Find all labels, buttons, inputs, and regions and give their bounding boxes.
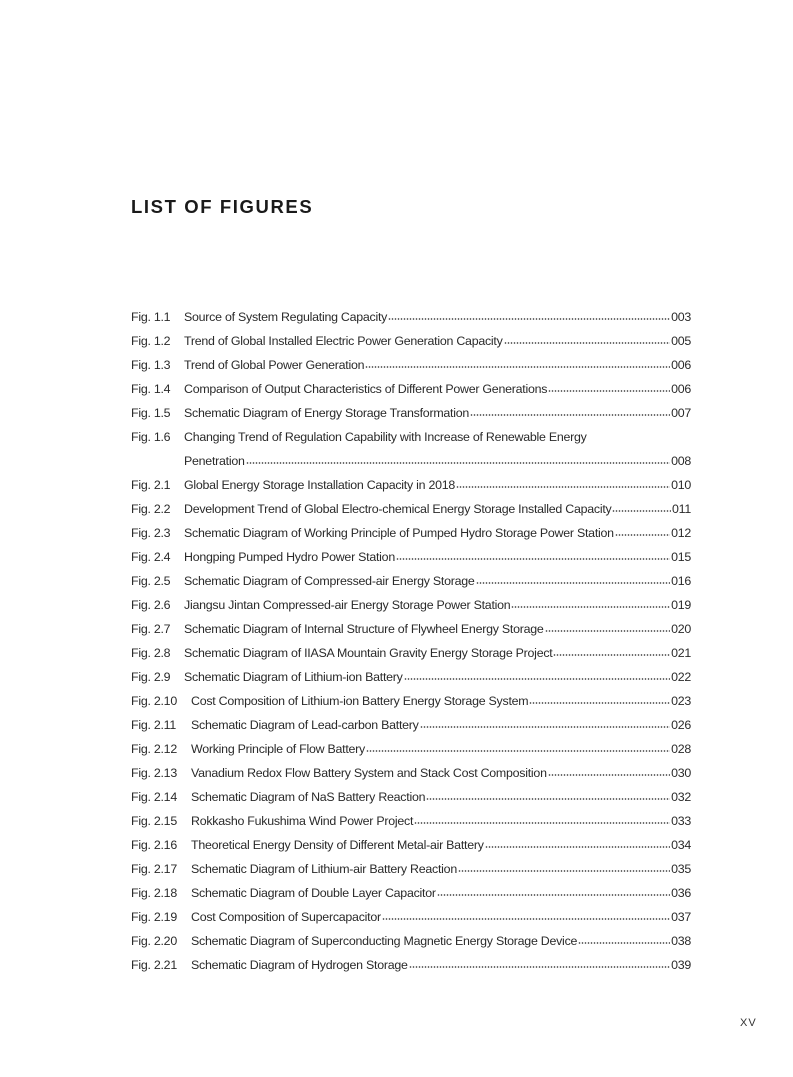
dot-leader: [578, 942, 670, 944]
figure-entry[interactable]: [131, 811, 691, 835]
figure-title: Comparison of Output Characteristics of Different Power Generations: [184, 382, 548, 396]
figure-entry[interactable]: [131, 787, 691, 811]
figure-entry[interactable]: [131, 547, 691, 571]
figure-number: Fig. 2.20: [131, 934, 177, 948]
dot-leader: [504, 342, 671, 344]
figure-number: Fig. 2.9: [131, 670, 171, 684]
figure-entry[interactable]: [131, 523, 691, 547]
dot-leader: [396, 558, 670, 560]
figure-title: Schematic Diagram of Internal Structure of Flywheel Energy Storage: [184, 622, 544, 636]
figure-number: Fig. 2.7: [131, 622, 171, 636]
figure-page: 030: [671, 766, 691, 780]
figure-number: Fig. 1.1: [131, 310, 171, 324]
figure-entry[interactable]: [131, 763, 691, 787]
figure-entry[interactable]: [131, 619, 691, 643]
dot-leader: [529, 702, 670, 704]
figure-title: Schematic Diagram of Energy Storage Transformation: [184, 406, 470, 420]
figure-number: Fig. 2.12: [131, 742, 177, 756]
figure-number: Fig. 1.3: [131, 358, 171, 372]
figure-entry[interactable]: [131, 355, 691, 379]
figure-page: 038: [671, 934, 691, 948]
figure-title: Changing Trend of Regulation Capability with Increase of Renewable Energy: [184, 430, 587, 444]
figure-entry[interactable]: [131, 595, 691, 619]
figure-page: 026: [671, 718, 691, 732]
figure-title: Schematic Diagram of Lead-carbon Battery: [191, 718, 419, 732]
figure-entry[interactable]: [131, 307, 691, 331]
figure-number: Fig. 2.19: [131, 910, 177, 924]
dot-leader: [426, 798, 670, 800]
page-heading: LIST OF FIGURES: [131, 196, 314, 217]
figure-number: Fig. 1.5: [131, 406, 171, 420]
figure-title: Schematic Diagram of Lithium-ion Battery: [184, 670, 403, 684]
figure-page: 033: [671, 814, 691, 828]
figure-title: Schematic Diagram of Double Layer Capacitor: [191, 886, 436, 900]
figure-title: Working Principle of Flow Battery: [191, 742, 366, 756]
figure-title: Trend of Global Installed Electric Power Generation Capacity: [184, 334, 503, 348]
figure-entry[interactable]: [131, 907, 691, 931]
figure-page: 006: [671, 358, 691, 372]
dot-leader: [409, 966, 670, 968]
page-number: XV: [740, 1017, 757, 1029]
figure-list: [131, 307, 691, 979]
figure-title: Schematic Diagram of IIASA Mountain Gravity Energy Storage Project: [184, 646, 553, 660]
figure-page: 007: [671, 406, 691, 420]
figure-entry[interactable]: [131, 427, 691, 451]
figure-entry[interactable]: [131, 667, 691, 691]
figure-entry[interactable]: [131, 859, 691, 883]
figure-entry[interactable]: [131, 331, 691, 355]
figure-page: 005: [671, 334, 691, 348]
figure-title: Schematic Diagram of Working Principle of Pumped Hydro Storage Power Station: [184, 526, 614, 540]
dot-leader: [420, 726, 670, 728]
figure-entry[interactable]: [131, 715, 691, 739]
dot-leader: [246, 462, 670, 464]
figure-number: Fig. 2.8: [131, 646, 171, 660]
figure-page: 036: [671, 886, 691, 900]
figure-entry[interactable]: [131, 643, 691, 667]
figure-number: Fig. 2.17: [131, 862, 177, 876]
figure-number: Fig. 2.6: [131, 598, 171, 612]
figure-title: Theoretical Energy Density of Different Metal-air Battery: [191, 838, 484, 852]
dot-leader: [476, 582, 671, 584]
figure-title: Hongping Pumped Hydro Power Station: [184, 550, 395, 564]
figure-number: Fig. 2.11: [131, 718, 177, 732]
figure-number: Fig. 2.13: [131, 766, 177, 780]
figure-page: 023: [671, 694, 691, 708]
figure-title: Schematic Diagram of Hydrogen Storage: [191, 958, 408, 972]
figure-title: Development Trend of Global Electro-chemical Energy Storage Installed Capacity: [184, 502, 612, 516]
dot-leader: [456, 486, 670, 488]
figure-entry-continued: [131, 451, 691, 475]
dot-leader: [366, 750, 670, 752]
dot-leader: [388, 318, 670, 320]
dot-leader: [615, 534, 670, 536]
figure-title: Cost Composition of Lithium-ion Battery Energy Storage System: [191, 694, 529, 708]
figure-page: 006: [671, 382, 691, 396]
figure-page: 016: [671, 574, 691, 588]
figure-page: 039: [671, 958, 691, 972]
dot-leader: [404, 678, 670, 680]
figure-page: 037: [671, 910, 691, 924]
figure-page: 028: [671, 742, 691, 756]
figure-page: 003: [671, 310, 691, 324]
dot-leader: [553, 654, 670, 656]
dot-leader: [470, 414, 670, 416]
figure-title: Trend of Global Power Generation: [184, 358, 365, 372]
dot-leader: [458, 870, 670, 872]
figure-entry[interactable]: [131, 883, 691, 907]
figure-number: Fig. 2.10: [131, 694, 177, 708]
figure-number: Fig. 2.4: [131, 550, 171, 564]
figure-title-continued: Penetration: [184, 454, 245, 468]
figure-entry[interactable]: [131, 955, 691, 979]
figure-number: Fig. 2.5: [131, 574, 171, 588]
dot-leader: [437, 894, 670, 896]
figure-page: 008: [671, 454, 691, 468]
figure-page: 012: [671, 526, 691, 540]
figure-number: Fig. 1.6: [131, 430, 171, 444]
figure-title: Source of System Regulating Capacity: [184, 310, 388, 324]
figure-page: 011: [671, 502, 691, 516]
figure-number: Fig. 1.2: [131, 334, 171, 348]
figure-entry[interactable]: [131, 691, 691, 715]
figure-number: Fig. 2.15: [131, 814, 177, 828]
figure-title: Schematic Diagram of Compressed-air Energy Storage: [184, 574, 475, 588]
figure-page: 010: [671, 478, 691, 492]
figure-number: Fig. 2.1: [131, 478, 171, 492]
figure-entry[interactable]: [131, 499, 691, 523]
figure-title: Cost Composition of Supercapacitor: [191, 910, 381, 924]
dot-leader: [548, 774, 670, 776]
figure-page: 034: [671, 838, 691, 852]
dot-leader: [382, 918, 670, 920]
figure-number: Fig. 1.4: [131, 382, 171, 396]
figure-page: 019: [671, 598, 691, 612]
figure-title: Rokkasho Fukushima Wind Power Project: [191, 814, 414, 828]
dot-leader: [485, 846, 670, 848]
figure-number: Fig. 2.21: [131, 958, 177, 972]
figure-number: Fig. 2.3: [131, 526, 171, 540]
figure-number: Fig. 2.18: [131, 886, 177, 900]
figure-page: 032: [671, 790, 691, 804]
figure-title: Global Energy Storage Installation Capacity in 2018: [184, 478, 456, 492]
figure-entry[interactable]: [131, 571, 691, 595]
figure-number: Fig. 2.16: [131, 838, 177, 852]
figure-title: Schematic Diagram of NaS Battery Reaction: [191, 790, 426, 804]
figure-page: 020: [671, 622, 691, 636]
figure-entry[interactable]: [131, 931, 691, 955]
dot-leader: [365, 366, 670, 368]
figure-page: 015: [671, 550, 691, 564]
figure-title: Jiangsu Jintan Compressed-air Energy Storage Power Station: [184, 598, 511, 612]
figure-entry[interactable]: [131, 403, 691, 427]
figure-entry[interactable]: [131, 739, 691, 763]
figure-title: Schematic Diagram of Lithium-air Battery Reaction: [191, 862, 457, 876]
figure-number: Fig. 2.14: [131, 790, 177, 804]
dot-leader: [545, 630, 671, 632]
figure-page: 021: [671, 646, 691, 660]
figure-page: 022: [671, 670, 691, 684]
figure-number: Fig. 2.2: [131, 502, 171, 516]
figure-page: 035: [671, 862, 691, 876]
figure-entry[interactable]: [131, 835, 691, 859]
dot-leader: [548, 390, 670, 392]
figure-title: Schematic Diagram of Superconducting Magnetic Energy Storage Device: [191, 934, 578, 948]
dot-leader: [414, 822, 670, 824]
figure-title: Vanadium Redox Flow Battery System and Stack Cost Composition: [191, 766, 547, 780]
dot-leader: [612, 510, 671, 512]
dot-leader: [511, 606, 670, 608]
figure-entry[interactable]: [131, 475, 691, 499]
figure-entry[interactable]: [131, 379, 691, 403]
